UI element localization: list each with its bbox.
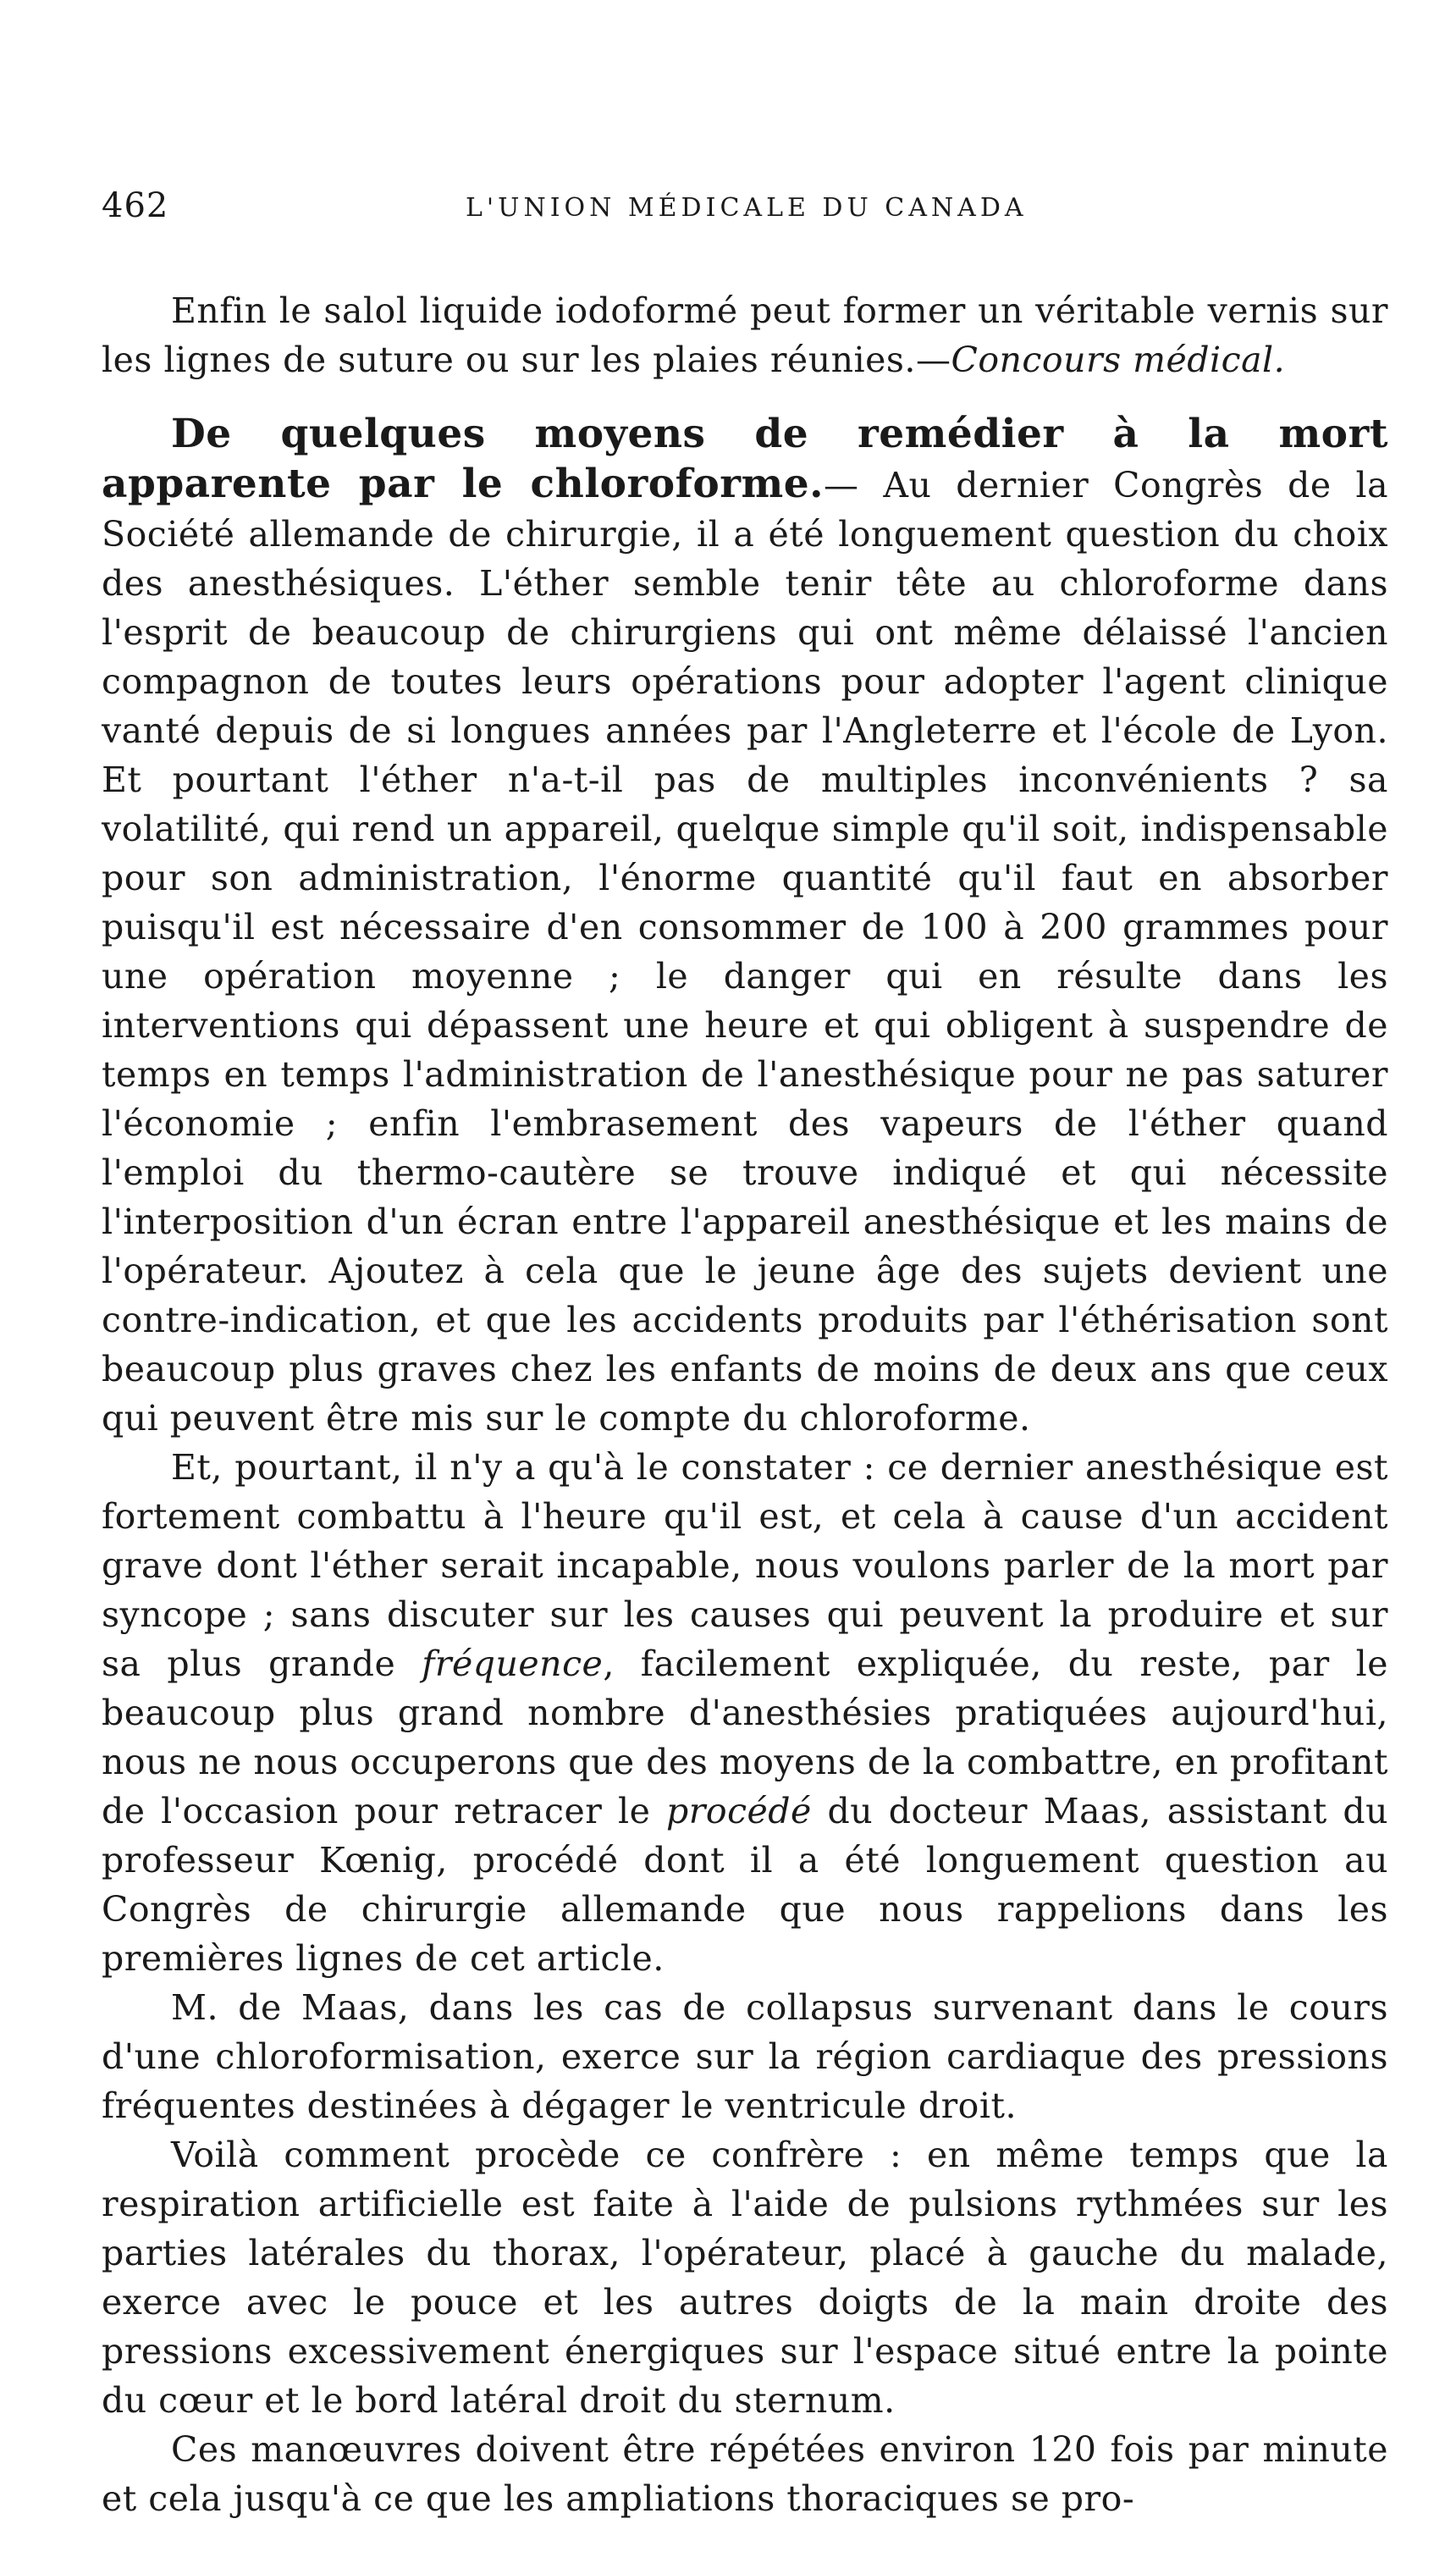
- p2-before: Et, pourtant, il n'y a qu'à le constater : ce dernier anesthésique est fortement combattu à l'heure qu'il est, et cela à cause d'un accident grave dont l'éther serait incapable, nous voulons parler de la mort par syncope ; sans discuter sur les causes qui peuvent la produire et sur sa plus grande: [102, 1447, 1388, 1684]
- running-head: L'UNION MÉDICALE DU CANADA: [466, 193, 1028, 223]
- article-paragraph-5: Ces manœuvres doivent être répétées environ 120 fois par minute et cela jusqu'à ce que les ampliations thoraciques se pro-: [102, 2429, 1388, 2519]
- intro-text: Enfin le salol liquide iodoformé peut former un véritable vernis sur les lignes de suture ou sur les plaies réunies.—: [102, 290, 1388, 380]
- page: [102, 186, 1388, 2523]
- intro-source: Concours médical.: [951, 340, 1286, 380]
- article-paragraph-3: M. de Maas, dans les cas de collapsus survenant dans le cours d'une chloroformisation, exerce sur la région cardiaque des pressions fréquentes destinées à dégager le ventricule droit.: [102, 1987, 1388, 2126]
- intro-paragraph: [102, 286, 1388, 384]
- article-paragraph-2: [102, 1443, 1388, 1983]
- p2-after: du docteur Maas, assistant du professeur Kœnig, procédé dont il a été longuement question au Congrès de chirurgie allemande que nous rappelions dans les premières lignes de cet article.: [102, 1791, 1389, 1979]
- article-first-paragraph: [102, 410, 1388, 1443]
- p2-middle: , facilement expliquée, du reste, par le beaucoup plus grand nombre d'anesthésies pratiquées aujourd'hui, nous ne nous occuperons que des moyens de la combattre, en profitant de l'occasion pour retracer le: [102, 1643, 1388, 1831]
- article-paragraph-4: Voilà comment procède ce confrère : en même temps que la respiration artificielle est faite à l'aide de pulsions rythmées sur les parties latérales du thorax, l'opérateur, placé à gauche du malade, exerce avec le pouce et les autres doigts de la main droite des pressions excessivement énergiques sur l'espace situé entre la pointe du cœur et le bord latéral droit du sternum.: [102, 2135, 1388, 2421]
- article-opening-text: — Au dernier Congrès de la Société allemande de chirurgie, il a été longuement question du choix des anesthésiques. L'éther semble tenir tête au chloroforme dans l'esprit de beaucoup de chirurgiens qui ont même délaissé l'ancien compagnon de toutes leurs opérations pour adopter l'agent clinique vanté depuis de si longues années par l'Angleterre et l'école de Lyon. Et pourtant l'éther n'a-t-il pas de multiples inconvénients ? sa volatilité, qui rend un appareil, quelque simple qu'il soit, indispensable pour son administration, l'énorme quantité qu'il faut en absorber puisqu'il est nécessaire d'en consommer de 100 à 200 grammes pour une opération moyenne ; le danger qui en résulte dans les interventions qui dépassent une heure et qui obligent à suspendre de temps en temps l'administration de l'anesthésique pour ne pas saturer l'économie ; enfin l'embrasement des vapeurs de l'éther quand l'emploi du thermo-cautère se trouve indiqué et qui nécessite l'interposition d'un écran entre l'appareil anesthésique et les mains de l'opérateur. Ajoutez à cela que le jeune âge des sujets devient une contre-indication, et que les accidents produits par l'éthérisation sont beaucoup plus graves chez les enfants de moins de deux ans que ceux qui peuvent être mis sur le compte du chloroforme.: [102, 465, 1389, 1439]
- p2-italic-procede: procédé: [666, 1791, 812, 1831]
- page-header: [102, 186, 1388, 237]
- p2-italic-frequence: fréquence: [422, 1643, 604, 1684]
- body-text: [102, 286, 1388, 2523]
- article-title: De quelques moyens de remédier à la mort apparente par le chloroforme.: [102, 411, 1388, 507]
- page-number: 462: [102, 186, 169, 225]
